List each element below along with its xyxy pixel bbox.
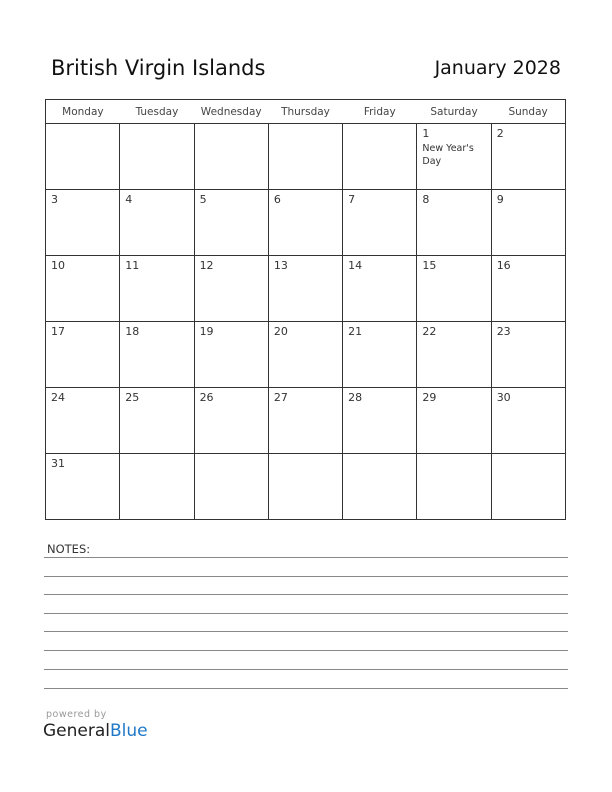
calendar-day-cell[interactable] (417, 454, 491, 520)
calendar-day-cell[interactable] (417, 388, 491, 454)
brand-logo[interactable] (43, 721, 148, 741)
calendar-day-cell[interactable] (120, 256, 194, 322)
calendar-week-row (46, 124, 566, 190)
calendar-day-cell[interactable] (268, 124, 342, 190)
day-number: 16 (496, 259, 511, 272)
calendar-day-cell[interactable] (268, 454, 342, 520)
day-number: 10 (51, 259, 65, 272)
day-number: 3 (51, 193, 58, 206)
calendar-day-cell[interactable] (417, 322, 491, 388)
calendar-day-cell[interactable] (46, 190, 120, 256)
calendar-day-cell[interactable] (268, 388, 342, 454)
day-number: 20 (273, 325, 288, 338)
calendar-day-cell[interactable] (120, 190, 194, 256)
calendar-day-cell[interactable] (194, 124, 268, 190)
calendar-day-cell[interactable] (194, 454, 268, 520)
notes-label: NOTES: (47, 542, 91, 556)
day-number: 6 (273, 193, 281, 206)
calendar-day-cell[interactable] (491, 124, 565, 190)
calendar-day-cell[interactable] (268, 190, 342, 256)
day-number: 22 (422, 325, 437, 338)
day-number: 27 (273, 391, 288, 404)
day-number: 25 (125, 391, 140, 404)
calendar-day-cell[interactable] (194, 322, 268, 388)
weekday-header: Friday (343, 100, 417, 124)
calendar-day-cell[interactable] (268, 256, 342, 322)
weekday-header-row (46, 100, 566, 124)
weekday-header: Tuesday (120, 100, 194, 124)
calendar-day-cell[interactable] (417, 256, 491, 322)
weekday-header: Saturday (417, 100, 491, 124)
calendar-day-cell[interactable] (46, 124, 120, 190)
notes-line (44, 669, 568, 670)
notes-line (44, 688, 568, 689)
day-number: 28 (348, 391, 363, 404)
calendar-day-cell[interactable] (491, 322, 565, 388)
day-number: 5 (199, 193, 207, 206)
brand-name-general: General (43, 721, 110, 741)
calendar-day-cell[interactable] (343, 388, 417, 454)
day-number: 23 (496, 325, 511, 338)
notes-line (44, 594, 568, 595)
notes-line (44, 557, 568, 558)
day-number: 31 (51, 457, 65, 470)
weekday-header: Sunday (491, 100, 565, 124)
calendar-title: British Virgin Islands (51, 56, 266, 80)
calendar-week-row (46, 388, 566, 454)
calendar-day-cell[interactable] (491, 190, 565, 256)
calendar-day-cell[interactable] (46, 256, 120, 322)
calendar-day-cell[interactable] (120, 388, 194, 454)
calendar-day-cell[interactable] (46, 322, 120, 388)
calendar-day-cell[interactable] (343, 190, 417, 256)
brand-name-blue: Blue (110, 721, 148, 741)
calendar-week-row (46, 256, 566, 322)
day-number: 4 (125, 193, 133, 206)
weekday-header: Wednesday (194, 100, 268, 124)
powered-by-text: powered by (46, 709, 107, 720)
calendar-day-cell[interactable] (491, 256, 565, 322)
calendar-day-cell[interactable] (120, 454, 194, 520)
day-number: 17 (51, 325, 65, 338)
calendar-day-cell[interactable] (343, 322, 417, 388)
calendar-day-cell[interactable] (417, 124, 491, 190)
calendar-day-cell[interactable] (120, 322, 194, 388)
calendar-week-row (46, 454, 566, 520)
day-number: 7 (348, 193, 356, 206)
notes-line (44, 631, 568, 632)
calendar-month: January 2028 (434, 57, 561, 79)
calendar-day-cell[interactable] (417, 190, 491, 256)
calendar-day-cell[interactable] (46, 388, 120, 454)
calendar-week-row (46, 190, 566, 256)
calendar-week-row (46, 322, 566, 388)
calendar-day-cell[interactable] (194, 388, 268, 454)
holiday-label: New Year's Day (422, 143, 474, 167)
calendar-day-cell[interactable] (491, 454, 565, 520)
calendar-day-cell[interactable] (491, 388, 565, 454)
weekday-header: Monday (46, 100, 120, 124)
day-number: 19 (199, 325, 214, 338)
calendar-grid (45, 99, 566, 520)
day-number: 2 (496, 127, 504, 140)
day-number: 18 (125, 325, 140, 338)
day-number: 26 (199, 391, 214, 404)
day-number: 1 (422, 127, 430, 140)
day-number: 29 (422, 391, 437, 404)
calendar-day-cell[interactable] (343, 454, 417, 520)
calendar-day-cell[interactable] (343, 124, 417, 190)
day-number: 30 (496, 391, 511, 404)
day-number: 21 (348, 325, 363, 338)
notes-line (44, 650, 568, 651)
day-number: 12 (199, 259, 214, 272)
calendar-day-cell[interactable] (194, 190, 268, 256)
calendar-day-cell[interactable] (120, 124, 194, 190)
day-number: 14 (348, 259, 363, 272)
day-number: 11 (125, 259, 140, 272)
calendar-day-cell[interactable] (46, 454, 120, 520)
day-number: 9 (496, 193, 504, 206)
day-number: 8 (422, 193, 430, 206)
day-number: 24 (51, 391, 65, 404)
day-number: 15 (422, 259, 437, 272)
calendar-day-cell[interactable] (343, 256, 417, 322)
calendar-day-cell[interactable] (194, 256, 268, 322)
calendar-day-cell[interactable] (268, 322, 342, 388)
notes-line (44, 613, 568, 614)
day-number: 13 (273, 259, 288, 272)
notes-line (44, 576, 568, 577)
weekday-header: Thursday (268, 100, 342, 124)
